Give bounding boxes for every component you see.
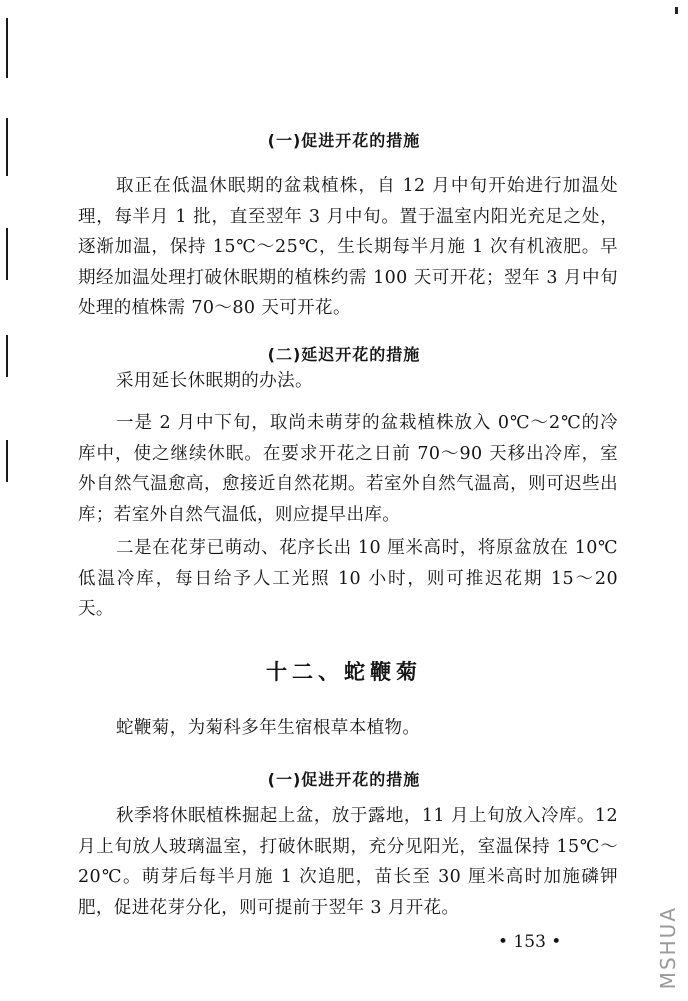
section-heading: (二)延迟开花的措施 bbox=[267, 345, 421, 364]
watermark: MSHUA bbox=[656, 905, 680, 989]
paragraph: 取正在低温休眠期的盆栽植株，自 12 月中旬开始进行加温处理，每半月 1 批，直至翌年 3 月中旬。置于温室内阳光充足之处，逐渐加温，保持 15℃～25℃，生长期每半月施 1 次有机液肥。早期经加温处理打破休眠期的植株约需 100 天可开花；翌年 3 月中旬处理的植株需 70～80 天可开花。 bbox=[78, 176, 618, 318]
paragraph: 蛇鞭菊，为菊科多年生宿根草本植物。 bbox=[116, 718, 421, 738]
section-heading: (一)促进开花的措施 bbox=[267, 770, 421, 789]
paragraph: 二是在花芽已萌动、花序长出 10 厘米高时，将原盆放在 10℃低温冷库，每日给予人工光照 10 小时，则可推迟花期 15～20 天。 bbox=[78, 538, 618, 619]
scan-artifact bbox=[675, 7, 678, 14]
page-number: • 153 • bbox=[498, 932, 562, 952]
paragraph: 秋季将休眠植株掘起上盆，放于露地，11 月上旬放入冷库。12 月上旬放人玻璃温室，打破休眠期，充分见阳光，室温保持 15℃～20℃。萌芽后每半月施 1 次追肥，苗长至 30 厘米高时加施磷钾肥，促进花芽分化，则可提前于翌年 3 月开花。 bbox=[78, 806, 618, 918]
chapter-title: 十二、蛇鞭菊 bbox=[266, 660, 422, 684]
paragraph: 采用延长休眠期的办法。 bbox=[116, 371, 313, 391]
section-heading: (一)促进开花的措施 bbox=[267, 131, 421, 150]
scan-artifact bbox=[6, 18, 8, 78]
scan-artifact bbox=[6, 228, 8, 280]
paragraph: 一是 2 月中下旬，取尚未萌芽的盆栽植株放入 0℃～2℃的冷库中，使之继续休眠。在要求开花之日前 70～90 天移出冷库，室外自然气温愈高，愈接近自然花期。若室外自然气温高，则可迟些出库；若室外自然气温低，则应提早出库。 bbox=[78, 413, 618, 525]
scan-artifact bbox=[6, 440, 8, 482]
